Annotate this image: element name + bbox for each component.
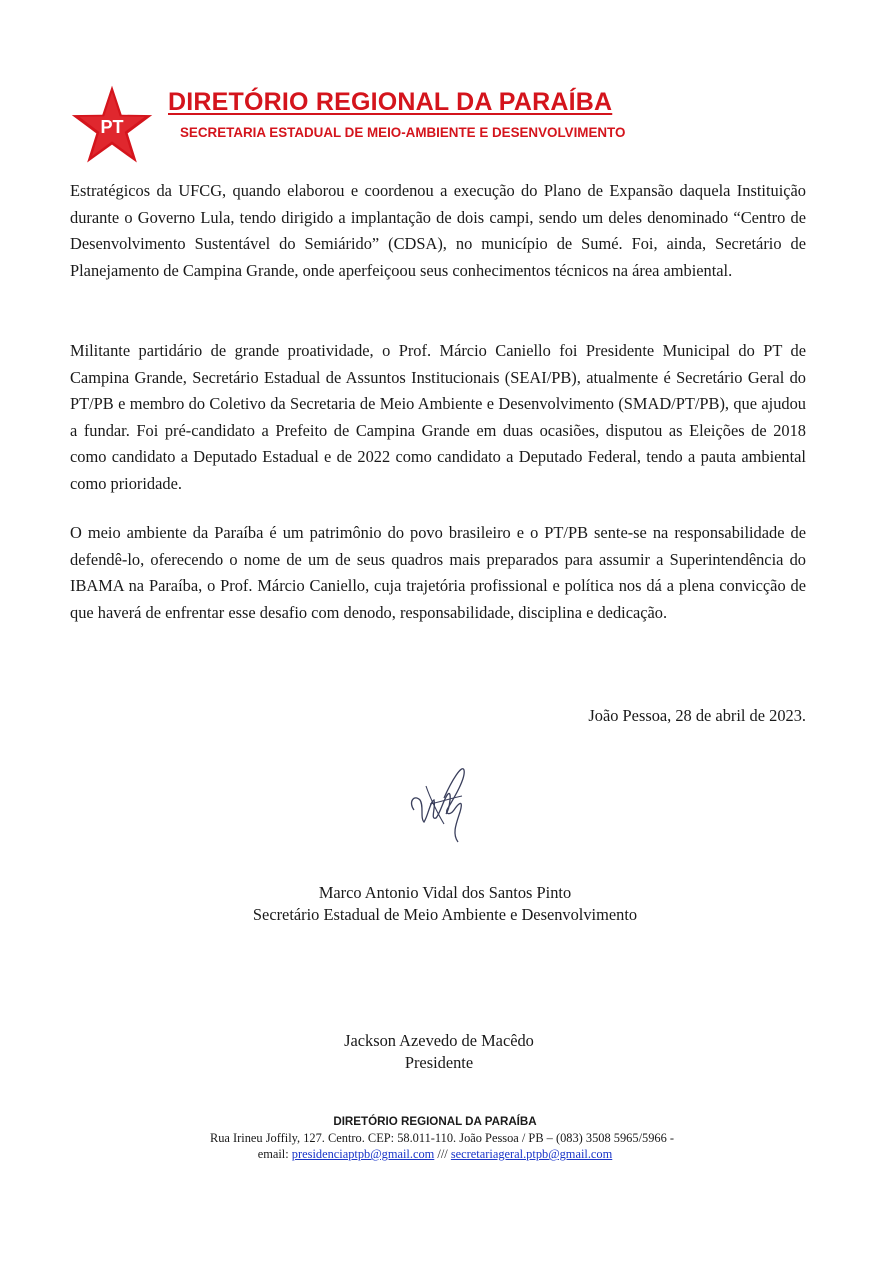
body-paragraph-2: Militante partidário de grande proatividade, o Prof. Márcio Caniello foi Presidente Municipal do PT de Campina Grande, Secretário Estadual de Assuntos Institucionais (SEAI/PB), atualmente é Secretário Geral do PT/PB e membro do Coletivo da Secretaria de Meio Ambiente e Desenvolvimento (SMAD/PT/PB), que ajudou a fundar. Foi pré-candidato a Prefeito de Campina Grande em duas ocasiões, disputou as Eleições de 2018 como candidato a Deputado Estadual e de 2022 como candidato a Deputado Federal, tendo a pauta ambiental como prioridade.	[70, 341, 806, 493]
signatory-2-role: Presidente	[404, 1053, 474, 1072]
footer-address: Rua Irineu Joffily, 127. Centro. CEP: 58.011-110. João Pessoa / PB – (083) 3508 5965/5966 -	[209, 1131, 675, 1145]
signatory-1	[10, 882, 870, 926]
footer-email-label: email:	[257, 1147, 289, 1161]
body-paragraph-3: O meio ambiente da Paraíba é um patrimônio do povo brasileiro e o PT/PB sente-se na responsabilidade de defendê-lo, oferecendo o nome de um de seus quadros mais preparados para assumir a Superintendência do IBAMA na Paraíba, o Prof. Márcio Caniello, cuja trajetória profissional e política nos dá a plena convicção de que haverá de enfrentar esse desafio com denodo, responsabilidade, disciplina e dedicação.	[70, 523, 806, 622]
handwritten-signature	[400, 758, 490, 848]
signatory-1-role: Secretário Estadual de Meio Ambiente e Desenvolvimento	[252, 905, 638, 924]
email-link-presidencia[interactable]: presidenciaptpb@gmail.com	[291, 1147, 435, 1161]
signatory-1-name: Marco Antonio Vidal dos Santos Pinto	[318, 883, 572, 902]
date-line: João Pessoa, 28 de abril de 2023.	[588, 706, 806, 725]
footer-email-separator: ///	[437, 1147, 448, 1161]
letterhead-subtitle: SECRETARIA ESTADUAL DE MEIO-AMBIENTE E DESENVOLVIMENTO	[180, 125, 626, 140]
letter-footer	[0, 1114, 870, 1162]
email-link-secretaria[interactable]: secretariageral.ptpb@gmail.com	[450, 1147, 613, 1161]
footer-title: DIRETÓRIO REGIONAL DA PARAÍBA	[333, 1115, 537, 1128]
pt-star-logo-icon	[70, 84, 154, 166]
signatory-2	[4, 1030, 870, 1074]
logo-text: PT	[100, 117, 124, 138]
footer-emails	[0, 1146, 870, 1162]
letterhead-title: DIRETÓRIO REGIONAL DA PARAÍBA	[168, 88, 613, 116]
body-paragraph-1: Estratégicos da UFCG, quando elaborou e coordenou a execução do Plano de Expansão daquela Instituição durante o Governo Lula, tendo dirigido a implantação de dois campi, sendo um deles denominado “Centro de Desenvolvimento Sustentável do Semiárido” (CDSA), no município de Sumé. Foi, ainda, Secretário de Planejamento de Campina Grande, onde aperfeiçoou seus conhecimentos técnicos na área ambiental.	[70, 181, 806, 280]
signatory-2-name: Jackson Azevedo de Macêdo	[344, 1031, 534, 1050]
